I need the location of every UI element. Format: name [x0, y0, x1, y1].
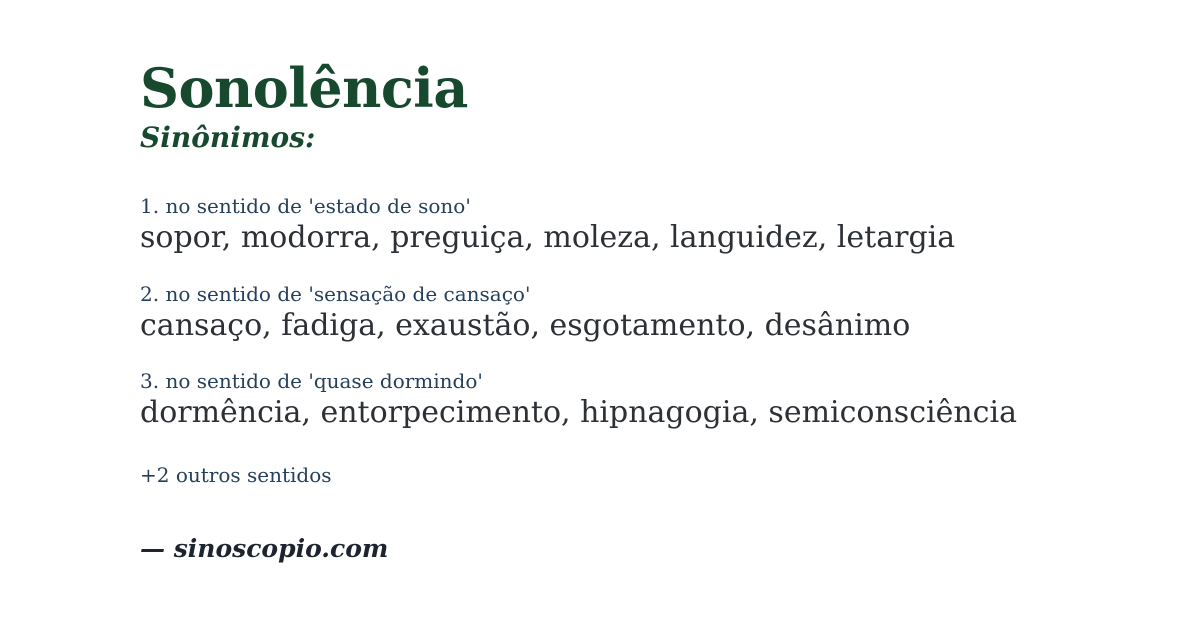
sense-item-3 — [140, 368, 1140, 432]
sense-label: 1. no sentido de 'estado de sono' — [140, 194, 471, 219]
more-senses-note: +2 outros sentidos — [140, 462, 332, 487]
sense-synonyms: sopor, modorra, preguiça, moleza, languidez, letargia — [140, 220, 956, 256]
synonyms-heading: Sinônimos: — [140, 120, 316, 154]
sense-label: 2. no sentido de 'sensação de cansaço' — [140, 281, 531, 306]
sense-item-2 — [140, 281, 1140, 345]
sense-synonyms: cansaço, fadiga, exaustão, esgotamento, desânimo — [140, 307, 911, 343]
sense-label: 3. no sentido de 'quase dormindo' — [140, 369, 483, 394]
attribution-source: — sinoscopio.com — [140, 533, 389, 563]
senses-list — [140, 193, 1140, 432]
page-title: Sonolência — [140, 56, 468, 120]
sense-item-1 — [140, 193, 1140, 257]
sense-synonyms: dormência, entorpecimento, hipnagogia, semiconsciência — [140, 395, 1017, 431]
